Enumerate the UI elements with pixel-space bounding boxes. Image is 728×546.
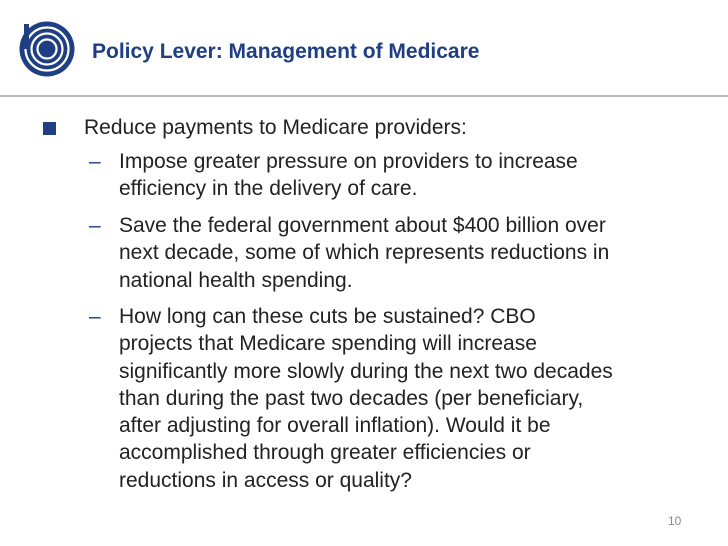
text-line: efficiency in the delivery of care. [119,177,418,201]
text-line: reductions in access or quality? [119,468,412,492]
dash-bullet-icon: – [89,305,101,328]
text-line: projects that Medicare spending will increase [119,332,537,356]
text-line: Save the federal government about $400 billion over [119,214,606,237]
main-bullet-text: Reduce payments to Medicare providers: [84,116,467,139]
text-line: Impose greater pressure on providers to increase [119,150,578,173]
slide-title: Policy Lever: Management of Medicare [92,40,480,63]
sub-bullet-text [119,212,704,294]
text-line: significantly more slowly during the next two decades [119,359,613,383]
sub-bullet-text [119,148,704,203]
text-line: national health spending. [119,268,353,292]
text-line: after adjusting for overall inflation). Would it be [119,414,551,438]
text-line: accomplished through greater efficiencies or [119,441,531,465]
page-number: 10 [668,514,682,528]
text-line: next decade, some of which represents reductions in [119,241,610,265]
sub-bullet-text [119,303,704,494]
title-divider [0,95,728,97]
text-line: How long can these cuts be sustained? CBO [119,305,536,328]
dash-bullet-icon: – [89,150,101,173]
square-bullet-icon [43,122,56,135]
text-line: than during the past two decades (per beneficiary, [119,386,584,410]
dash-bullet-icon: – [89,214,101,237]
logo-icon [18,20,76,78]
